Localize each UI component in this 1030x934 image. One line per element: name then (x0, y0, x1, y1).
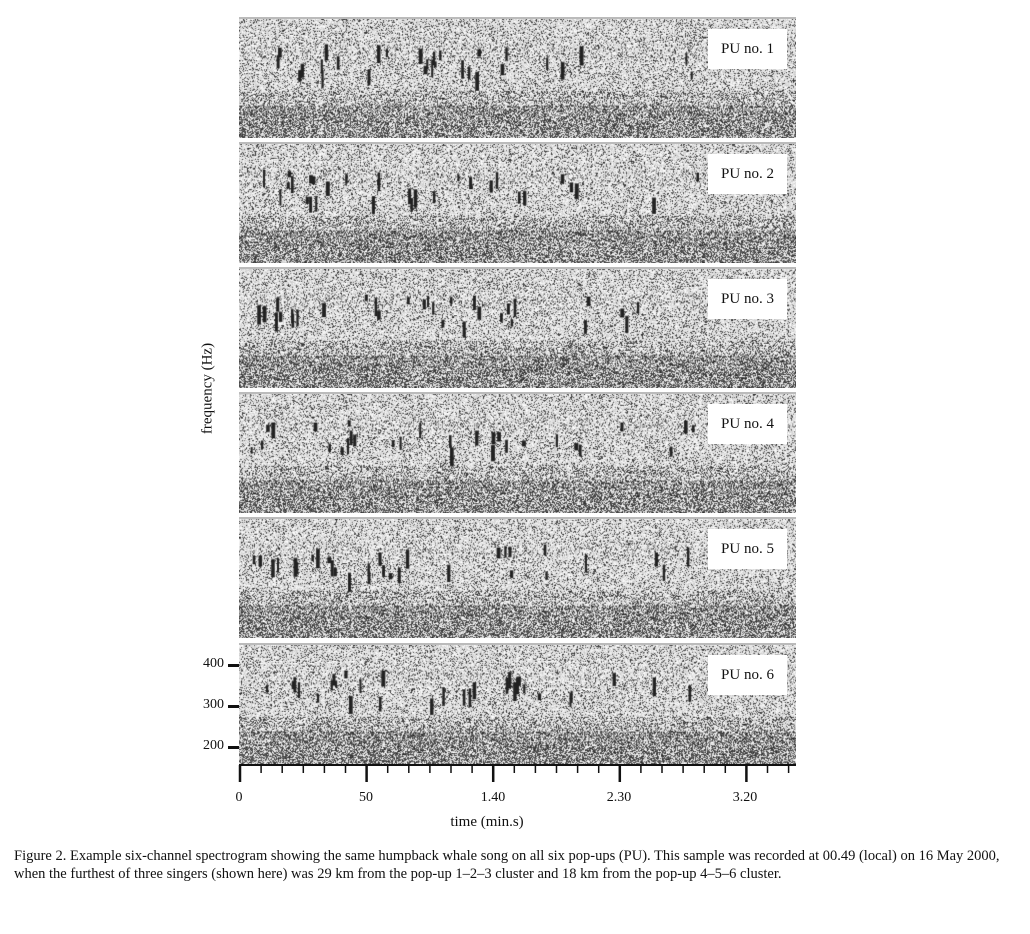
panel-label: PU no. 3 (708, 279, 787, 319)
panel-label: PU no. 4 (708, 404, 787, 444)
panel-label: PU no. 5 (708, 529, 787, 569)
spectrogram-panel-3 (239, 267, 796, 388)
spectrogram-panel-2 (239, 142, 796, 263)
spectrogram-panel-4 (239, 392, 796, 513)
y-tick-mark (228, 705, 239, 708)
x-tick-label: 3.20 (732, 790, 758, 805)
panel-label: PU no. 1 (708, 29, 787, 69)
y-tick-mark (228, 746, 239, 749)
x-axis (230, 764, 810, 788)
spectrogram-panel-6 (239, 643, 796, 764)
panel-label: PU no. 6 (708, 655, 787, 695)
x-tick-label: 0 (235, 790, 243, 805)
x-axis-label: time (min.s) (450, 814, 524, 830)
spectrogram-panel-5 (239, 517, 796, 638)
y-tick-mark (228, 664, 239, 667)
spectrogram-panel-1 (239, 17, 796, 138)
y-axis-label: frequency (Hz) (199, 342, 216, 435)
x-tick-label: 1.40 (480, 790, 506, 805)
panel-label: PU no. 2 (708, 154, 787, 194)
y-tick-label: 300 (203, 697, 224, 712)
x-tick-label: 50 (359, 790, 373, 805)
y-tick-label: 400 (203, 656, 224, 671)
figure-caption: Figure 2. Example six-channel spectrogram showing the same humpback whale song on all six pop-ups (PU). This sample was recorded at 00.49 (local) on 16 May 2000, when the furthest of three singers (shown here) was 29 km from the pop-up 1–2–3 cluster and 18 km from the pop-up 4–5–6 cluster. (14, 848, 1000, 882)
y-tick-label: 200 (203, 738, 224, 753)
x-tick-label: 2.30 (606, 790, 632, 805)
